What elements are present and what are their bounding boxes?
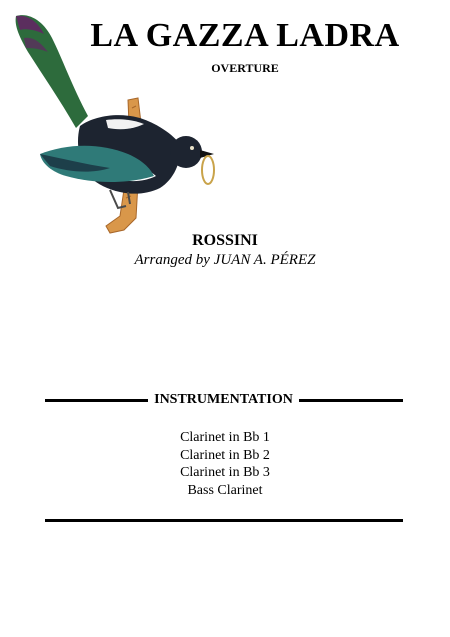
score-title: LA GAZZA LADRA — [90, 17, 400, 54]
instrumentation-heading: INSTRUMENTATION — [154, 392, 293, 407]
composer-name: ROSSINI — [192, 232, 258, 249]
instrument-item: Bass Clarinet — [187, 482, 263, 498]
arranger-credit: Arranged by JUAN A. PÉREZ — [134, 252, 316, 268]
instrument-item: Clarinet in Bb 3 — [180, 465, 270, 480]
instrument-list — [0, 429, 450, 499]
heading-rule-right — [299, 399, 403, 402]
heading-rule-left — [45, 399, 148, 402]
instrument-item: Clarinet in Bb 2 — [180, 447, 270, 463]
bottom-rule — [45, 519, 403, 522]
instrument-item: Clarinet in Bb 1 — [180, 430, 270, 445]
score-subtitle: OVERTURE — [211, 61, 279, 75]
